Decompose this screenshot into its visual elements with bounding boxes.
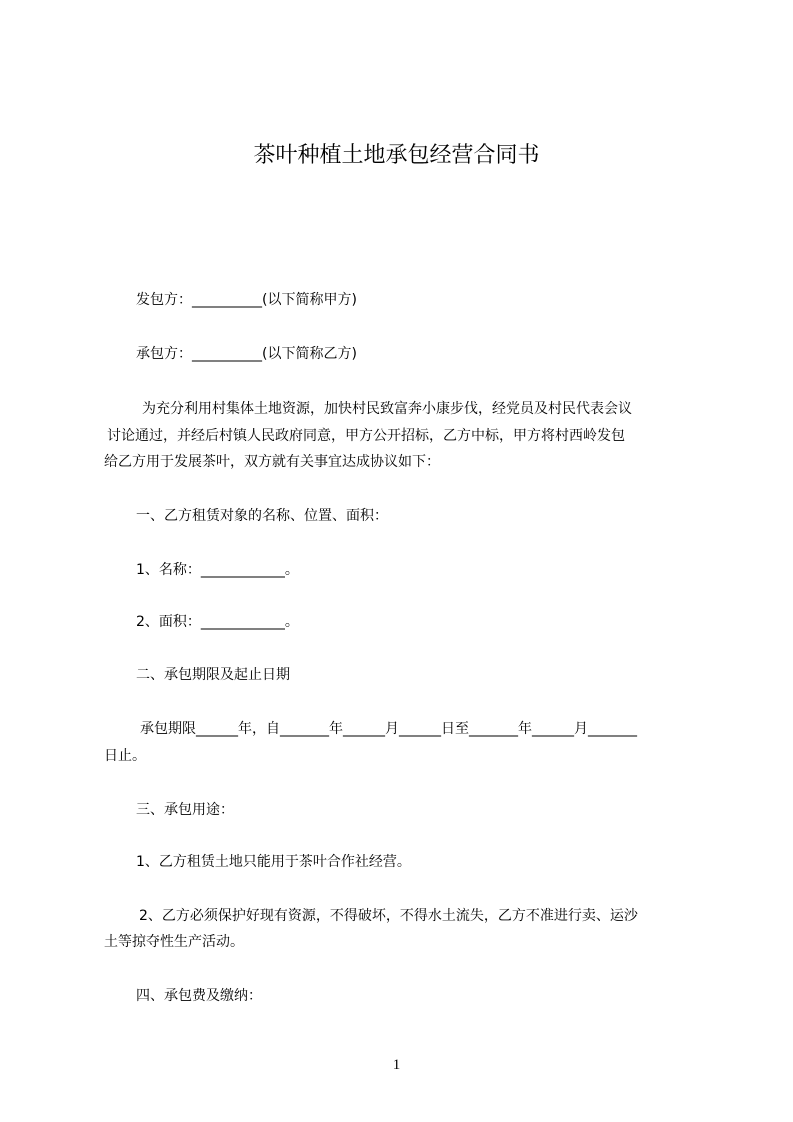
clause-usage-1: 1、乙方租赁土地只能用于茶叶合作社经营。 <box>136 854 411 870</box>
clause-usage-2-line-2: 土等掠夺性生产活动。 <box>104 934 244 950</box>
preamble-line-1: 为充分利用村集体土地资源，加快村民致富奔小康步伐，经党员及村民代表会议 <box>142 401 632 417</box>
section-heading-2: 二、承包期限及起止日期 <box>136 667 290 683</box>
term-line-2: 日止。 <box>104 748 146 764</box>
page-number: 1 <box>392 1057 401 1073</box>
contract-party-a: 发包方：__________(以下简称甲方) <box>136 292 357 308</box>
clause-usage-2-line-1: 2、乙方必须保护好现有资源，不得破坏，不得水土流失，乙方不准进行卖、运沙 <box>139 908 638 924</box>
section-heading-4: 四、承包费及缴纳： <box>136 988 262 1004</box>
section-heading-3: 三、承包用途： <box>136 802 234 818</box>
section-heading-1: 一、乙方租赁对象的名称、位置、面积： <box>136 508 388 524</box>
contract-party-b: 承包方：__________(以下简称乙方) <box>136 346 357 362</box>
preamble-line-3: 给乙方用于发展茶叶，双方就有关事宜达成协议如下： <box>104 454 440 470</box>
clause-name: 1、名称：____________。 <box>136 562 299 578</box>
term-line-1: 承包期限______年，自_______年______月______日至_______年______月_______ <box>140 721 637 737</box>
document-title: 茶叶种植土地承包经营合同书 <box>253 143 540 168</box>
clause-area: 2、面积：____________。 <box>136 614 299 630</box>
preamble-line-2: 讨论通过，并经后村镇人民政府同意，甲方公开招标，乙方中标，甲方将村西岭发包 <box>107 428 625 444</box>
